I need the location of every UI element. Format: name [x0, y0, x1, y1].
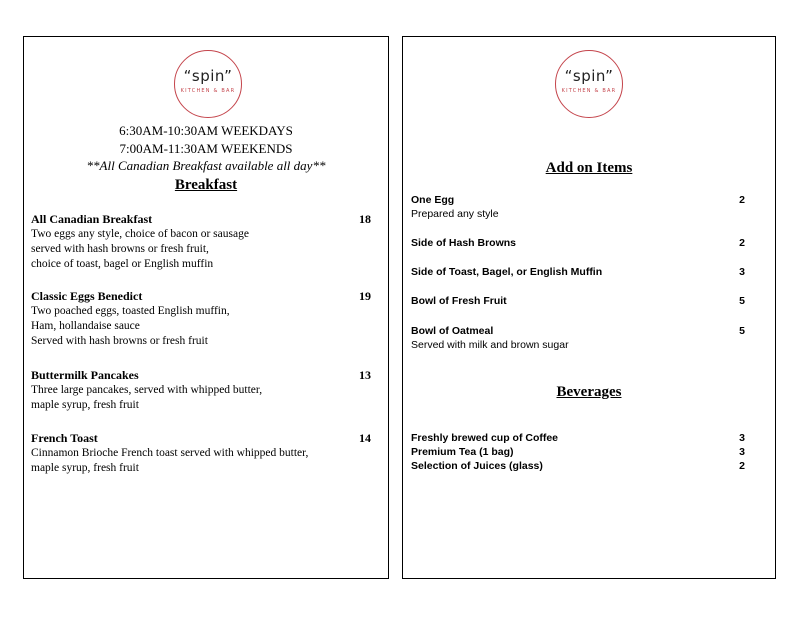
- beverages-title: Beverages: [556, 384, 622, 400]
- item-price: 3: [739, 446, 745, 458]
- item-desc-line: Two eggs any style, choice of bacon or sausage: [31, 228, 249, 240]
- item-name: One Egg: [411, 194, 455, 206]
- item-desc-line: Served with milk and brown sugar: [411, 339, 569, 351]
- menu-page-left: [23, 36, 389, 579]
- spin-logo: [174, 50, 242, 118]
- all-day-note: **All Canadian Breakfast available all day**: [86, 158, 326, 173]
- item-name: Classic Eggs Benedict: [31, 289, 143, 303]
- item-desc-line: choice of toast, bagel or English muffin: [31, 258, 214, 270]
- add-on-title: Add on Items: [545, 160, 633, 176]
- menu-item: [31, 368, 371, 413]
- item-price: 19: [359, 289, 371, 303]
- item-name: Buttermilk Pancakes: [31, 368, 139, 382]
- beverage-item: [411, 459, 745, 473]
- item-price: 2: [739, 460, 745, 472]
- item-price: 5: [739, 295, 745, 307]
- addon-item: [411, 236, 745, 250]
- item-desc-line: maple syrup, fresh fruit: [31, 399, 139, 411]
- menu-page-right: [402, 36, 776, 579]
- breakfast-title: Breakfast: [174, 177, 238, 193]
- item-name: Side of Toast, Bagel, or English Muffin: [411, 266, 603, 278]
- item-name: All Canadian Breakfast: [31, 212, 153, 226]
- item-desc-line: Ham, hollandaise sauce: [31, 320, 140, 332]
- menu-item: [31, 431, 371, 476]
- menu-item: [31, 212, 371, 272]
- beverage-list: [411, 431, 745, 473]
- item-price: 14: [359, 431, 371, 445]
- logo-subtitle: KITCHEN & BAR: [180, 88, 236, 94]
- item-name: Premium Tea (1 bag): [411, 446, 514, 458]
- addon-item: [411, 294, 745, 308]
- item-name: Bowl of Oatmeal: [411, 325, 494, 337]
- logo-wordmark: “spin”: [183, 67, 233, 85]
- item-name: Bowl of Fresh Fruit: [411, 295, 507, 307]
- item-price: 18: [359, 212, 371, 226]
- item-desc-line: Cinnamon Brioche French toast served with whipped butter,: [31, 447, 309, 459]
- item-name: Freshly brewed cup of Coffee: [411, 432, 559, 444]
- menu-item: [31, 289, 371, 349]
- item-price: 5: [739, 325, 745, 337]
- item-desc-line: Prepared any style: [411, 208, 499, 220]
- hours-weekdays: 6:30AM-10:30AM WEEKDAYS: [119, 123, 293, 138]
- logo-subtitle: KITCHEN & BAR: [561, 88, 617, 94]
- item-desc-line: maple syrup, fresh fruit: [31, 462, 139, 474]
- item-name: Selection of Juices (glass): [411, 460, 543, 472]
- beverage-item: [411, 445, 745, 459]
- spin-logo: [555, 50, 623, 118]
- item-name: Side of Hash Browns: [411, 237, 517, 249]
- item-desc-line: Three large pancakes, served with whipped butter,: [31, 384, 263, 396]
- item-price: 2: [739, 194, 745, 206]
- item-desc-line: Two poached eggs, toasted English muffin,: [31, 305, 230, 317]
- beverage-item: [411, 431, 745, 445]
- hours-weekends: 7:00AM-11:30AM WEEKENDS: [119, 141, 293, 156]
- item-price: 2: [739, 237, 745, 249]
- item-name: French Toast: [31, 431, 98, 445]
- logo-wordmark: “spin”: [564, 67, 614, 85]
- item-price: 3: [739, 432, 745, 444]
- addon-item: [411, 324, 745, 352]
- addon-item: [411, 265, 745, 279]
- addon-item: [411, 193, 745, 221]
- item-price: 3: [739, 266, 745, 278]
- item-desc-line: served with hash browns or fresh fruit,: [31, 243, 209, 255]
- item-price: 13: [359, 368, 371, 382]
- item-desc-line: Served with hash browns or fresh fruit: [31, 335, 208, 347]
